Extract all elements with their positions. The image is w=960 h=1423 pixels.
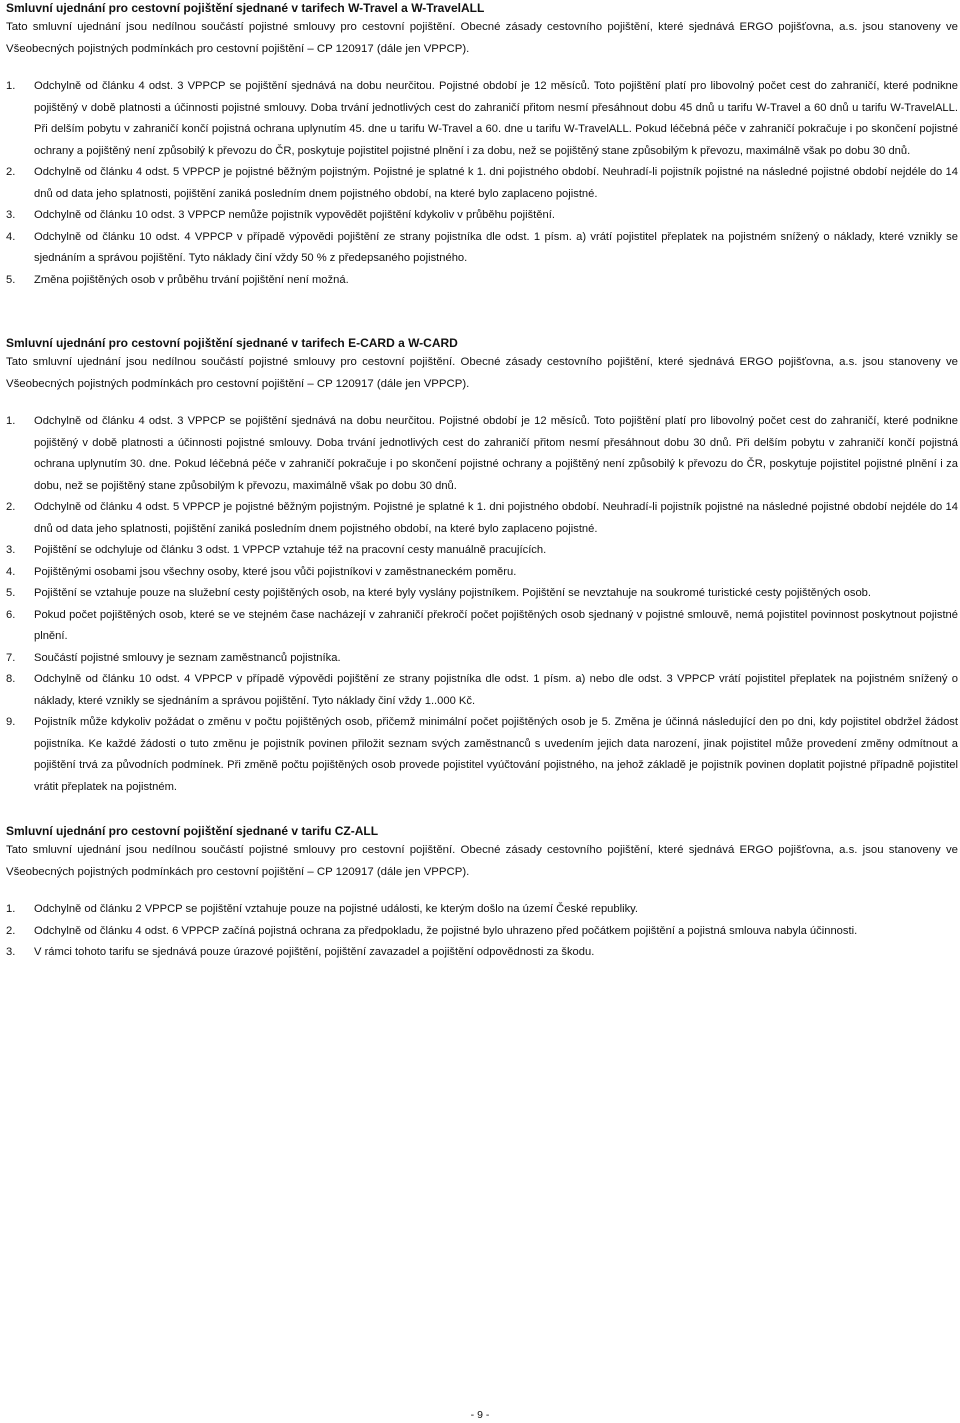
clause-item	[6, 227, 958, 270]
clause-item	[6, 648, 958, 670]
clause-list	[6, 899, 958, 964]
clause-item	[6, 562, 958, 584]
spacer	[6, 60, 958, 76]
clause-number: 1.	[6, 80, 16, 92]
clause-number: 7.	[6, 651, 16, 664]
clause-text: Odchylně od článku 10 odst. 4 VPPCP v případě výpovědi pojištění ze strany pojistníka dle odst. 1 písm. a) vrátí pojistitel přeplatek na pojistném snížený o náklady, které vznikly se sjednáním a správou pojištění. Tyto náklady činí vždy 50 % z předepsaného pojistného.	[34, 230, 958, 264]
section-intro: Tato smluvní ujednání jsou nedílnou součástí pojistné smlouvy pro cestovní pojištění. Obecné zásady cestovního pojištění, které sjednává ERGO pojišťovna, a.s. jsou stanoveny ve Všeobecných pojistných podmínkách pro cestovní pojištění – CP 120917 (dále jen VPPCP).	[6, 844, 958, 878]
page-footer	[0, 1409, 960, 1422]
clause-number: 6.	[6, 608, 16, 621]
section-heading: Smluvní ujednání pro cestovní pojištění sjednané v tarifu CZ-ALL	[6, 824, 379, 838]
section-intro: Tato smluvní ujednání jsou nedílnou součástí pojistné smlouvy pro cestovní pojištění. Obecné zásady cestovního pojištění, které sjednává ERGO pojišťovna, a.s. jsou stanoveny ve Všeobecných pojistných podmínkách pro cestovní pojištění – CP 120917 (dále jen VPPCP).	[6, 356, 958, 390]
section-heading: Smluvní ujednání pro cestovní pojištění sjednané v tarifech E-CARD a W-CARD	[6, 336, 458, 350]
clause-number: 5.	[6, 587, 16, 599]
clause-text: Odchylně od článku 4 odst. 3 VPPCP se pojištění sjednává na dobu neurčitou. Pojistné období je 12 měsíců. Toto pojištění platí pro libovolný počet cest do zahraničí, které podnikne pojištěný v době platnosti a účinnosti pojistné smlouvy. Doba trvání jednotlivých cest do zahraničí přitom nesmí přesáhnout dobu 45 dnů u tarifu W-Travel a 60 dnů u tarifu W-TravelALL. Při delším pobytu v zahraničí končí pojistná ochrana uplynutím 45. dne u tarifu W-Travel a 60. dne u tarifu W-TravelALL. Pokud léčebná péče v zahraničí pokračuje i po skončení pojistné ochrany a pojištěný není způsobilý k převozu do ČR, poskytuje pojistitel pojistné plnění i za dobu, než se pojištěný stane způsobilým k převozu, maximálně však po dobu 30 dnů.	[34, 80, 958, 157]
clause-text: Pojistník může kdykoliv požádat o změnu v počtu pojištěných osob, přičemž minimální počet pojištěných osob je 5. Změna je účinná následující den po dni, kdy pojistitel obdržel žádost pojistníka. Ke každé žádosti o tuto změnu je pojistník povinen přiložit seznam svých zaměstnanců s uvedením jejich data narození, jinak pojistitel může provedení změny odmítnout a pojištění trvá za původních podmínek. Při změně počtu pojištěných osob provede pojistitel vyúčtování pojistného, na jehož základě je pojistník povinen doplatit pojistné případně pojistitel vrátit přeplatek na pojistném.	[34, 716, 958, 793]
clause-item	[6, 669, 958, 712]
clause-item	[6, 605, 958, 648]
page-number: - 9 -	[470, 1409, 490, 1421]
clause-item	[6, 583, 958, 605]
clause-item	[6, 712, 958, 798]
clause-number: 2.	[6, 166, 16, 178]
clause-text: Změna pojištěných osob v průběhu trvání pojištění není možná.	[34, 273, 349, 286]
section-intro: Tato smluvní ujednání jsou nedílnou součástí pojistné smlouvy pro cestovní pojištění. Obecné zásady cestovního pojištění, které sjednává ERGO pojišťovna, a.s. jsou stanoveny ve Všeobecných pojistných podmínkách pro cestovní pojištění – CP 120917 (dále jen VPPCP).	[6, 21, 958, 55]
clause-item	[6, 942, 958, 964]
clause-number: 5.	[6, 273, 16, 286]
clause-number: 1.	[6, 903, 16, 915]
clause-text: Pojištění se vztahuje pouze na služební cesty pojištěných osob, na které byly vyslány pojistníkem. Pojištění se nevztahuje na soukromé turistické cesty pojištěných osob.	[34, 587, 872, 599]
clause-number: 3.	[6, 209, 16, 221]
clause-text: Odchylně od článku 4 odst. 3 VPPCP se pojištění sjednává na dobu neurčitou. Pojistné období je 12 měsíců. Toto pojištění platí pro libovolný počet cest do zahraničí, které podnikne pojištěný v době platnosti a účinnosti pojistné smlouvy. Doba trvání jednotlivých cest do zahraničí přitom nesmí přesáhnout dobu 30 dnů. Při delším pobytu v zahraničí končí pojistná ochrana uplynutím 30. dne. Pokud léčebná péče v zahraničí pokračuje i po skončení pojistné ochrany a pojištěný není způsobilý k převozu do ČR, poskytuje pojistitel pojistné plnění i za dobu, než se pojištěný stane způsobilým k převozu, maximálně však po dobu 30 dnů.	[34, 415, 958, 492]
clause-text: V rámci tohoto tarifu se sjednává pouze úrazové pojištění, pojištění zavazadel a pojištění odpovědnosti za škodu.	[34, 946, 595, 958]
clause-text: Pojištění se odchyluje od článku 3 odst. 1 VPPCP vztahuje též na pracovní cesty manuálně pracujících.	[34, 544, 547, 556]
clause-list	[6, 76, 958, 291]
clause-item	[6, 205, 958, 227]
section-heading: Smluvní ujednání pro cestovní pojištění sjednané v tarifech W-Travel a W-TravelALL	[6, 1, 485, 15]
clause-number: 2.	[6, 924, 16, 937]
clause-number: 9.	[6, 716, 16, 728]
section-cz-all	[6, 823, 958, 964]
clause-item	[6, 270, 958, 292]
document-page	[6, 0, 958, 958]
clause-text: Odchylně od článku 4 odst. 5 VPPCP je pojistné běžným pojistným. Pojistné je splatné k 1. dni pojistného období. Neuhradí-li pojistník pojistné na následné pojistné období nejdéle do 14 dnů od data jeho splatnosti, pojištění zaniká posledním dnem pojistného období, na které bylo zaplaceno pojistné.	[34, 166, 958, 200]
clause-text: Odchylně od článku 10 odst. 4 VPPCP v případě výpovědi pojištění ze strany pojistníka dle odst. 1 písm. a) nebo dle odst. 3 VPPCP vrátí pojistitel přeplatek na pojistném snížený o náklady, které vznikly se sjednáním a správou pojištění. Tyto náklady činí vždy 1..000 Kč.	[34, 673, 958, 707]
clause-text: Odchylně od článku 4 odst. 5 VPPCP je pojistné běžným pojistným. Pojistné je splatné k 1. dni pojistného období. Neuhradí-li pojistník pojistné na následné pojistné období nejdéle do 14 dnů od data jeho splatnosti, pojištění zaniká posledním dnem pojistného období, na které bylo zaplaceno pojistné.	[34, 501, 958, 535]
clause-number: 8.	[6, 673, 16, 685]
clause-number: 3.	[6, 946, 16, 958]
clause-item	[6, 497, 958, 540]
clause-list	[6, 411, 958, 798]
section-e-card-w-card	[6, 335, 958, 798]
spacer	[6, 883, 958, 899]
clause-number: 4.	[6, 565, 16, 578]
section-w-travel	[6, 0, 958, 291]
clause-text: Odchylně od článku 4 odst. 6 VPPCP začíná pojistná ochrana za předpokladu, že pojistné bylo uhrazeno před počátkem pojištění a pojistná smlouva nabyla účinnosti.	[34, 924, 858, 937]
clause-number: 3.	[6, 544, 16, 556]
clause-text: Pojištěnými osobami jsou všechny osoby, které jsou vůči pojistníkovi v zaměstnaneckém poměru.	[34, 565, 517, 578]
clause-text: Odchylně od článku 10 odst. 3 VPPCP nemůže pojistník vypovědět pojištění kdykoliv v průběhu pojištění.	[34, 209, 555, 221]
clause-item	[6, 899, 958, 921]
clause-number: 4.	[6, 230, 16, 243]
clause-item	[6, 411, 958, 497]
clause-text: Pokud počet pojištěných osob, které se ve stejném čase nacházejí v zahraničí překročí počet pojištěných osob sjednaný v pojistné smlouvě, nemá pojistitel povinnost poskytnout pojistné plnění.	[34, 608, 958, 642]
spacer	[6, 395, 958, 411]
clause-text: Součástí pojistné smlouvy je seznam zaměstnanců pojistníka.	[34, 651, 341, 664]
clause-number: 2.	[6, 501, 16, 513]
clause-number: 1.	[6, 415, 16, 427]
clause-text: Odchylně od článku 2 VPPCP se pojištění vztahuje pouze na pojistné události, ke kterým došlo na území České republiky.	[34, 903, 639, 915]
clause-item	[6, 921, 958, 943]
clause-item	[6, 162, 958, 205]
clause-item	[6, 76, 958, 162]
clause-item	[6, 540, 958, 562]
